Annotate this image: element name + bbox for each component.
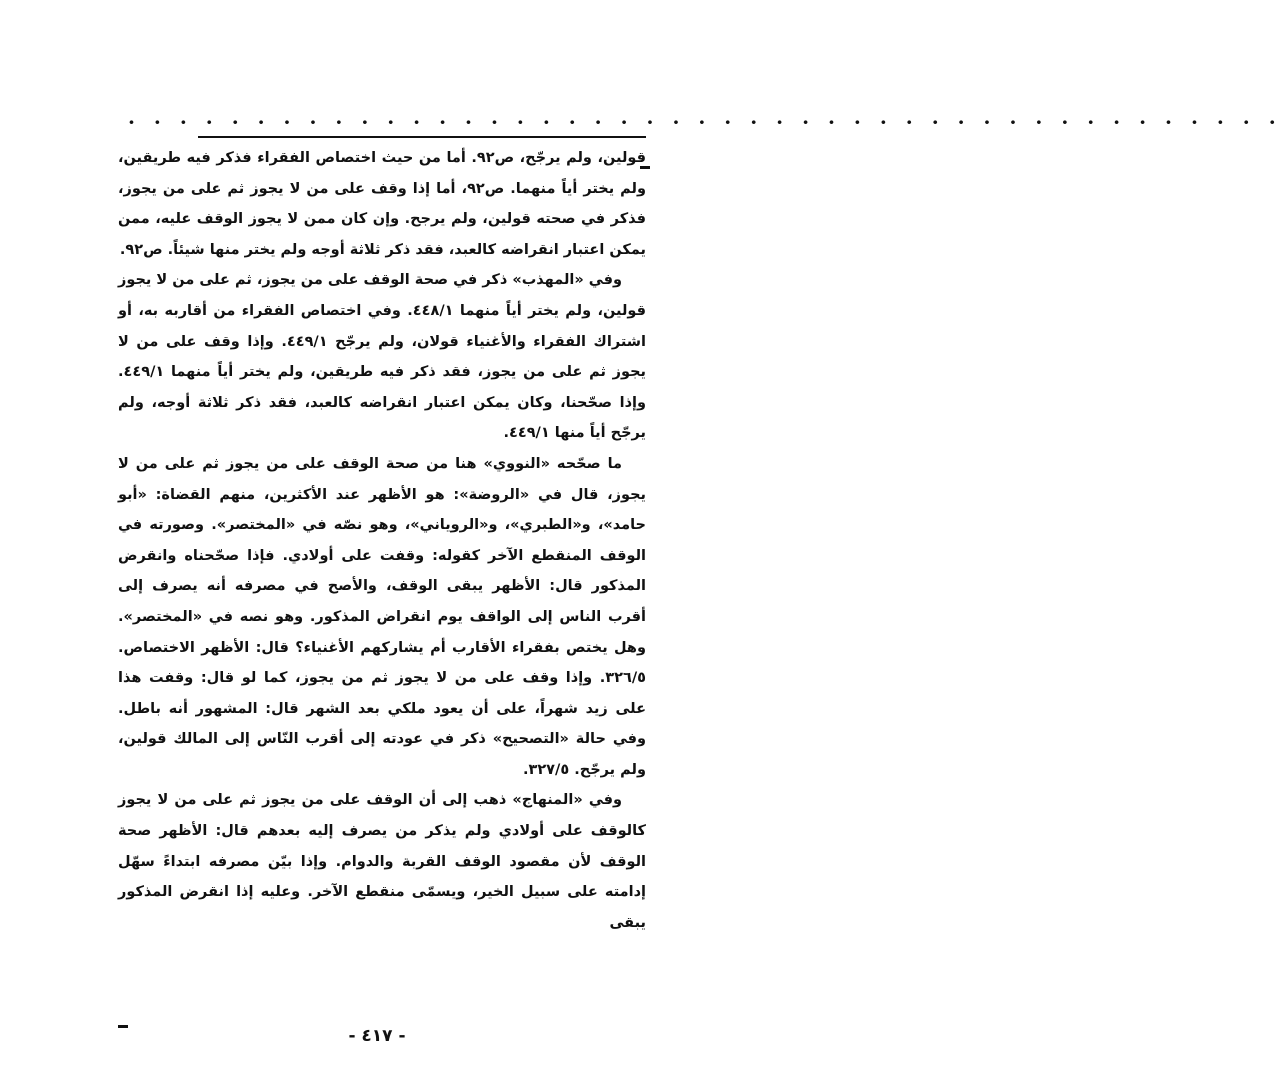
page-number: - ٤١٧ - [348, 1026, 406, 1046]
footnote-rule [198, 136, 646, 138]
footnote-body [118, 143, 646, 938]
paragraph-4: وفي «المنهاج» ذهب إلى أن الوقف على من يجوز ثم على من لا يجوز كالوقف على أولادي ولم يذكر من يصرف إليه بعدهم قال: الأظهر صحة الوقف لأن مقصود الوقف القربة والدوام. وإذا بيّن مصرفه ابتداءً سهّل إدامته على سبيل الخير، ويسمّى منقطع الآخر. وعليه إذا انقرض المذكور يبقى [118, 792, 646, 931]
separator-dots: · · · · · · · · · · · · · · · · · · · · · · · · · · · · · · · · · · · · · · · · · · · · · [128, 110, 1282, 134]
paragraph-2: وفي «المهذب» ذكر في صحة الوقف على من يجوز، ثم على من لا يجوز قولين، ولم يختر أياً منهما ٤٤٨/١. وفي اختصاص الفقراء من أقاربه به، أو اشتراك الفقراء والأغنياء قولان، ولم يرجّح ٤٤٩/١. وإذا وقف على من لا يجوز ثم على من يجوز، فقد ذكر فيه طريقين، ولم يختر أياً منهما ٤٤٩/١. وإذا صحّحنا، وكان يمكن اعتبار انقراضه كالعبد، فقد ذكر ثلاثة أوجه، ولم يرجّح أياً منها ٤٤٩/١. [118, 272, 647, 442]
paragraph-1: قولين، ولم يرجّح، ص٩٢. أما من حيث اختصاص الفقراء فذكر فيه طريقين، ولم يختر أياً منهما. ص٩٢، أما إذا وقف على من لا يجوز ثم على من يجوز، فذكر في صحته قولين، ولم يرجح. وإن كان ممن لا يجوز الوقف عليه، ممن يمكن اعتبار انقراضه كالعبد، فقد ذكر ثلاثة أوجه ولم يختر منها شيئاً. ص٩٢. [118, 150, 646, 258]
paragraph-3: ما صحّحه «النووي» هنا من صحة الوقف على من يجوز ثم على من لا يجوز، قال في «الروضة»: هو الأظهر عند الأكثرين، منهم القضاة: «أبو حامد»، و«الطبري»، و«الروياني»، وهو نصّه في «المختصر». وصورته في الوقف المنقطع الآخر كقوله: وقفت على أولادي. فإذا صحّحناه وانقرض المذكور قال: الأظهر يبقى الوقف، والأصح في مصرفه أنه يصرف إلى أقرب الناس إلى الواقف يوم انقراض المذكور. وهو نصه في «المختصر». وهل يختص بفقراء الأقارب أم يشاركهم الأغنياء؟ قال: الأظهر الاختصاص. ٣٢٦/٥. وإذا وقف على من لا يجوز ثم من يجوز، كما لو قال: وقفت هذا على زيد شهراً، على أن يعود ملكي بعد الشهر قال: المشهور أنه باطل. وفي حالة «التصحيح» ذكر في عودته إلى أقرب النّاس إلى المالك قولين، ولم يرجّح. ٣٢٧/٥. [118, 455, 646, 778]
